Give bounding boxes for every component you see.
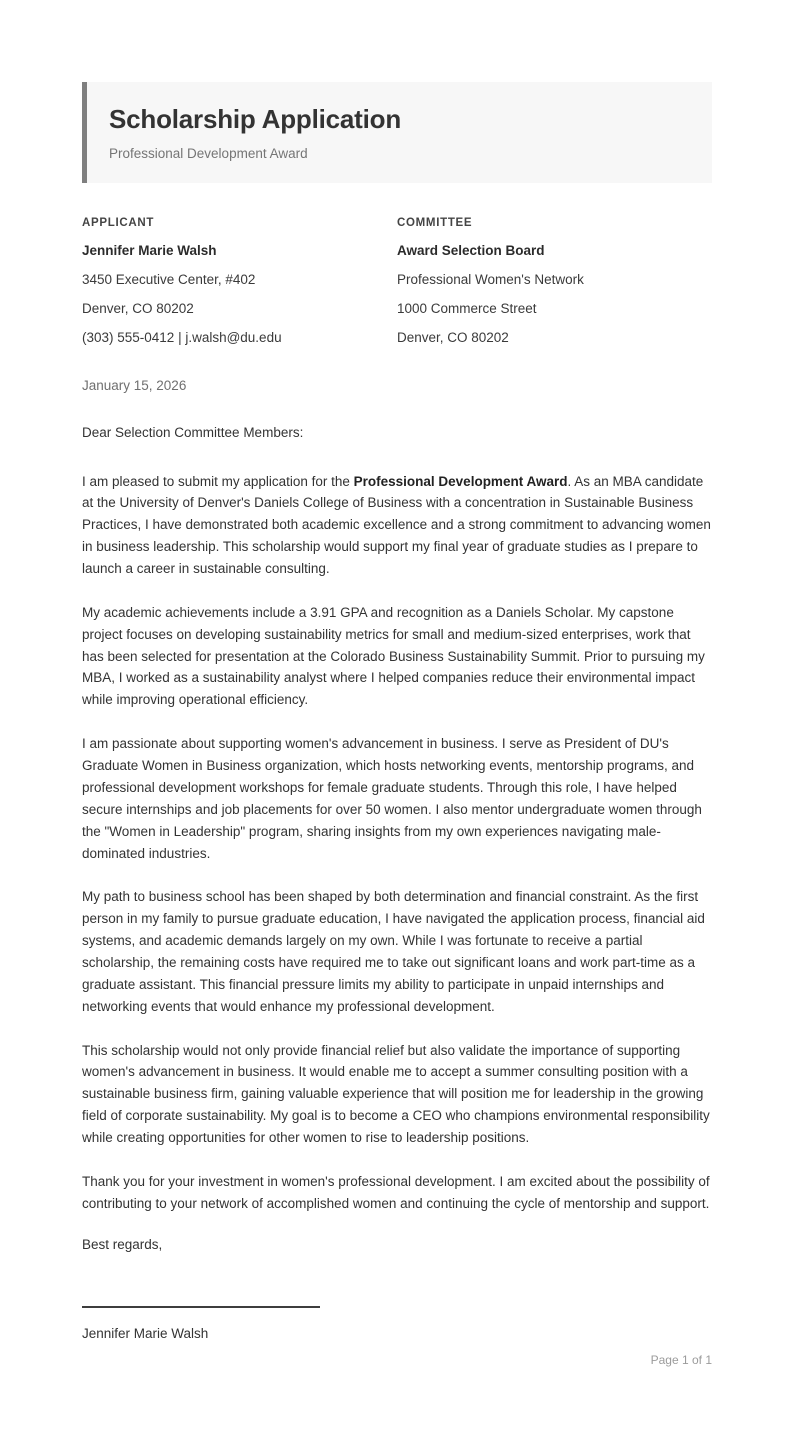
- letter-date: January 15, 2026: [82, 377, 187, 393]
- page-title: Scholarship Application: [109, 104, 402, 134]
- committee-block: [397, 217, 712, 348]
- body-paragraph-5: This scholarship would not only provide financial relief but also validate the importance of supporting women's advancement in business. It would enable me to accept a summer consulting position with a sustainable business firm, gaining valuable experience that will position me for leadership in the growing field of corporate sustainability. My goal is to become a CEO who champions environmental responsibility while creating opportunities for other women to rise to leadership positions.: [82, 1042, 710, 1145]
- body-paragraph-2: My academic achievements include a 3.91 GPA and recognition as a Daniels Scholar. My capstone project focuses on developing sustainability metrics for small and medium-sized enterprises, work that has been selected for presentation at the Colorado Business Sustainability Summit. Prior to pursuing my MBA, I worked as a sustainability analyst where I helped companies reduce their environmental impact while improving operational efficiency.: [82, 604, 705, 708]
- body-paragraph-4: My path to business school has been shaped by both determination and financial constraint. As the first person in my family to pursue graduate education, I have navigated the application process, financial aid systems, and academic demands largely on my own. While I was fortunate to receive a partial scholarship, the remaining costs have required me to take out significant loans and work part-time as a graduate assistant. This financial pressure limits my ability to participate in unpaid internships and networking events that would enhance my professional development.: [82, 889, 705, 1014]
- committee-name: Award Selection Board: [397, 242, 545, 258]
- signature-name: Jennifer Marie Walsh: [82, 1325, 209, 1341]
- page-subtitle: Professional Development Award: [109, 146, 308, 162]
- body-paragraph-3: I am passionate about supporting women's advancement in business. I serve as President of DU's Graduate Women in Business organization, which hosts networking events, mentorship programs, and professional development workshops for female graduate students. Through this role, I have helped secure internships and job placements for over 50 women. I also mentor undergraduate women through the "Women in Leadership" program, sharing insights from my own experiences navigating male-dominated industries.: [82, 736, 702, 861]
- applicant-block: [82, 217, 397, 348]
- document-header: [82, 82, 712, 183]
- applicant-address-line-1: 3450 Executive Center, #402: [82, 271, 256, 287]
- body-paragraph-6: Thank you for your investment in women's professional development. I am excited about the possibility of contributing to your network of accomplished women and continuing the cycle of mentorship and support.: [82, 1173, 710, 1211]
- paragraph-1-tail: . As an MBA candidate at the University of Denver's Daniels College of Business with a concentration in Sustainable Business Practices, I have demonstrated both academic excellence and a strong commitment to advancing women in business leadership. This scholarship would support my final year of graduate studies as I prepare to launch a career in sustainable consulting.: [82, 473, 711, 577]
- salutation: Dear Selection Committee Members:: [82, 424, 304, 440]
- committee-address-line-2: 1000 Commerce Street: [397, 301, 537, 317]
- applicant-address-line-2: Denver, CO 80202: [82, 301, 194, 317]
- award-name-emphasis: Professional Development Award: [353, 473, 568, 489]
- closing-salutation: Best regards,: [82, 1236, 163, 1252]
- signature-line: [82, 1306, 320, 1308]
- committee-address-line-1: Professional Women's Network: [397, 271, 584, 287]
- committee-address-line-3: Denver, CO 80202: [397, 330, 509, 346]
- applicant-name: Jennifer Marie Walsh: [82, 242, 217, 258]
- parties-section: [82, 217, 712, 348]
- page-indicator: Page 1 of 1: [650, 1353, 712, 1367]
- applicant-label: APPLICANT: [82, 216, 155, 229]
- body-paragraph-1: [82, 471, 712, 580]
- paragraph-1-lead: I am pleased to submit my application for the: [82, 473, 354, 489]
- committee-label: COMMITTEE: [397, 216, 473, 229]
- applicant-contact-line: (303) 555-0412 | j.walsh@du.edu: [82, 330, 282, 346]
